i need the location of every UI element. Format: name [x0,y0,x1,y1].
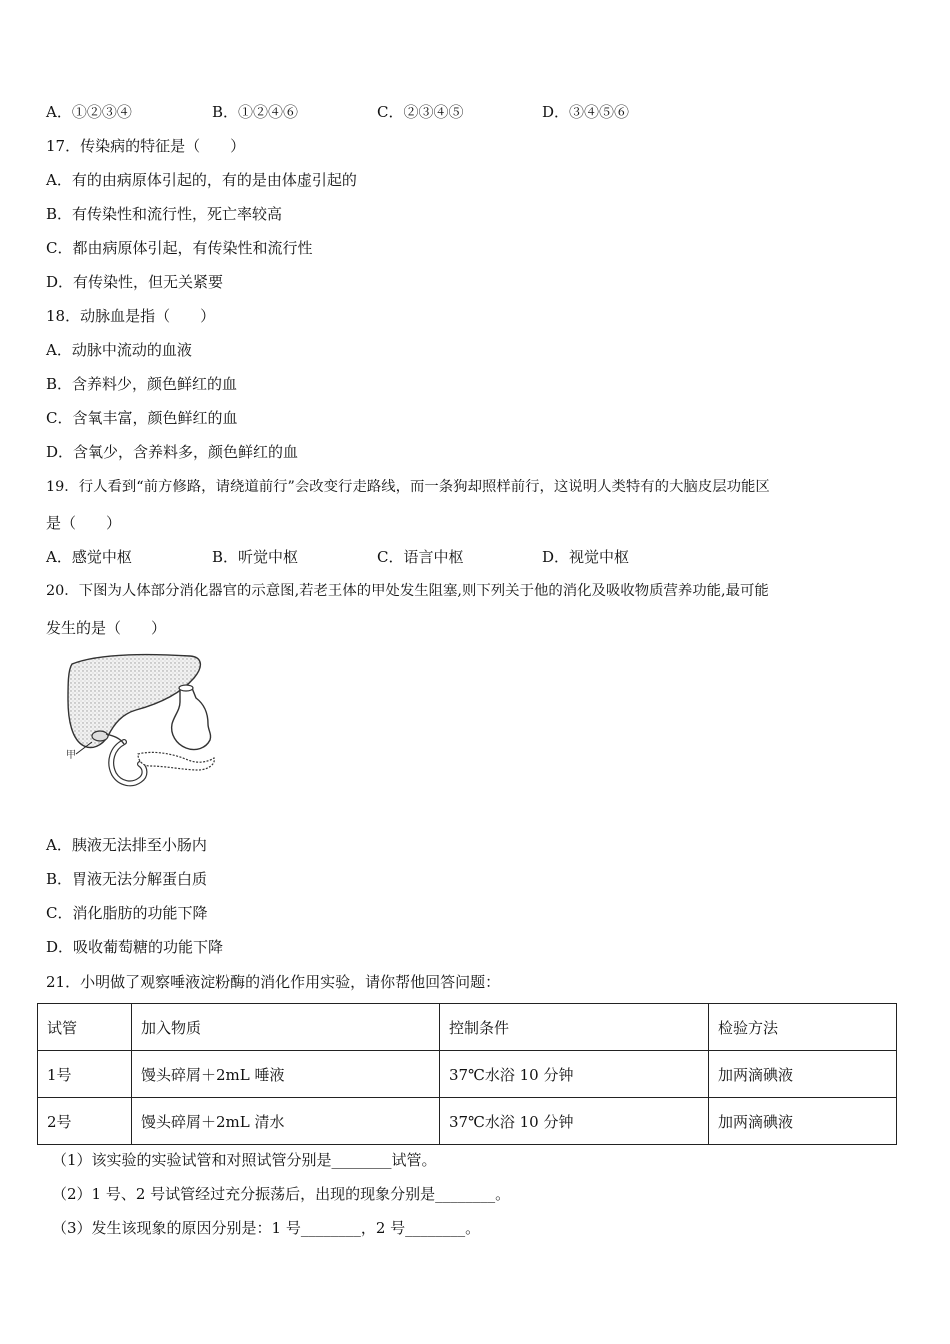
q18-option-d: D．含氧少，含养料多，颜色鲜红的血 [46,443,299,461]
q19-option-b: B．听觉中枢 [212,548,299,566]
q17-option-a: A．有的由病原体引起的，有的是由体虚引起的 [46,171,357,189]
experiment-table [37,1003,897,1145]
q18-stem: 18．动脉血是指（ ） [46,307,216,325]
pancreas-shape [138,752,214,770]
gallbladder-shape [92,731,108,741]
q20-option-d: D．吸收葡萄糖的功能下降 [46,938,224,956]
q17-option-b: B．有传染性和流行性，死亡率较高 [46,205,283,223]
q16-option-a: A．①②③④ [46,103,132,121]
table-cell: 2号 [38,1098,132,1145]
q18-option-c: C．含氧丰富，颜色鲜红的血 [46,409,238,427]
table-row [38,1051,897,1098]
q18-option-b: B．含养料少，颜色鲜红的血 [46,375,238,393]
table-cell: 加两滴碘液 [709,1051,897,1098]
q21-sub-question-1: （1）该实验的实验试管和对照试管分别是________试管。 [52,1151,437,1169]
q19-stem-line2: 是（ ） [46,514,122,532]
q20-option-b: B．胃液无法分解蛋白质 [46,870,208,888]
q18-option-a: A．动脉中流动的血液 [46,341,192,359]
header-test-method: 检验方法 [709,1004,897,1051]
q17-option-c: C．都由病原体引起，有传染性和流行性 [46,239,313,257]
q16-option-c: C．②③④⑤ [377,103,464,121]
stomach-shape [172,688,211,750]
table-cell: 馒头碎屑＋2mL 唾液 [132,1051,440,1098]
q19-option-a: A．感觉中枢 [46,548,132,566]
table-cell: 加两滴碘液 [709,1098,897,1145]
header-tube: 试管 [38,1004,132,1051]
q21-sub-question-3: （3）发生该现象的原因分别是：1 号________，2 号________。 [52,1219,481,1237]
esophagus-opening [179,685,193,691]
q20-option-a: A．胰液无法排至小肠内 [46,836,207,854]
digestive-organs-figure [62,650,222,796]
q19-option-c: C．语言中枢 [377,548,464,566]
q21-stem: 21．小明做了观察唾液淀粉酶的消化作用实验，请你帮他回答问题： [46,973,501,991]
table-cell: 馒头碎屑＋2mL 清水 [132,1098,440,1145]
q19-option-d: D．视觉中枢 [542,548,630,566]
q17-stem: 17．传染病的特征是（ ） [46,137,246,155]
q20-option-c: C．消化脂肪的功能下降 [46,904,208,922]
header-substance: 加入物质 [132,1004,440,1051]
header-condition: 控制条件 [440,1004,709,1051]
q20-stem-line2: 发生的是（ ） [46,619,167,637]
q19-stem-line1: 19．行人看到“前方修路，请绕道前行”会改变行走路线，而一条狗却照样前行，这说明人类特有的大脑皮层功能区 [46,479,770,495]
q17-option-d: D．有传染性，但无关紧要 [46,273,224,291]
q16-option-d: D．③④⑤⑥ [542,103,630,121]
table-cell: 1号 [38,1051,132,1098]
table-row [38,1098,897,1145]
q21-sub-question-2: （2）1 号、2 号试管经过充分振荡后，出现的现象分别是________。 [52,1185,511,1203]
q20-stem-line1: 20．下图为人体部分消化器官的示意图,若老王体的甲处发生阻塞,则下列关于他的消化及吸收物质营养功能,最可能 [46,583,769,599]
figure-label-jia: 甲 [66,750,76,761]
table-header-row [38,1004,897,1051]
q16-option-b: B．①②④⑥ [212,103,299,121]
table-cell: 37℃水浴 10 分钟 [440,1098,709,1145]
table-cell: 37℃水浴 10 分钟 [440,1051,709,1098]
